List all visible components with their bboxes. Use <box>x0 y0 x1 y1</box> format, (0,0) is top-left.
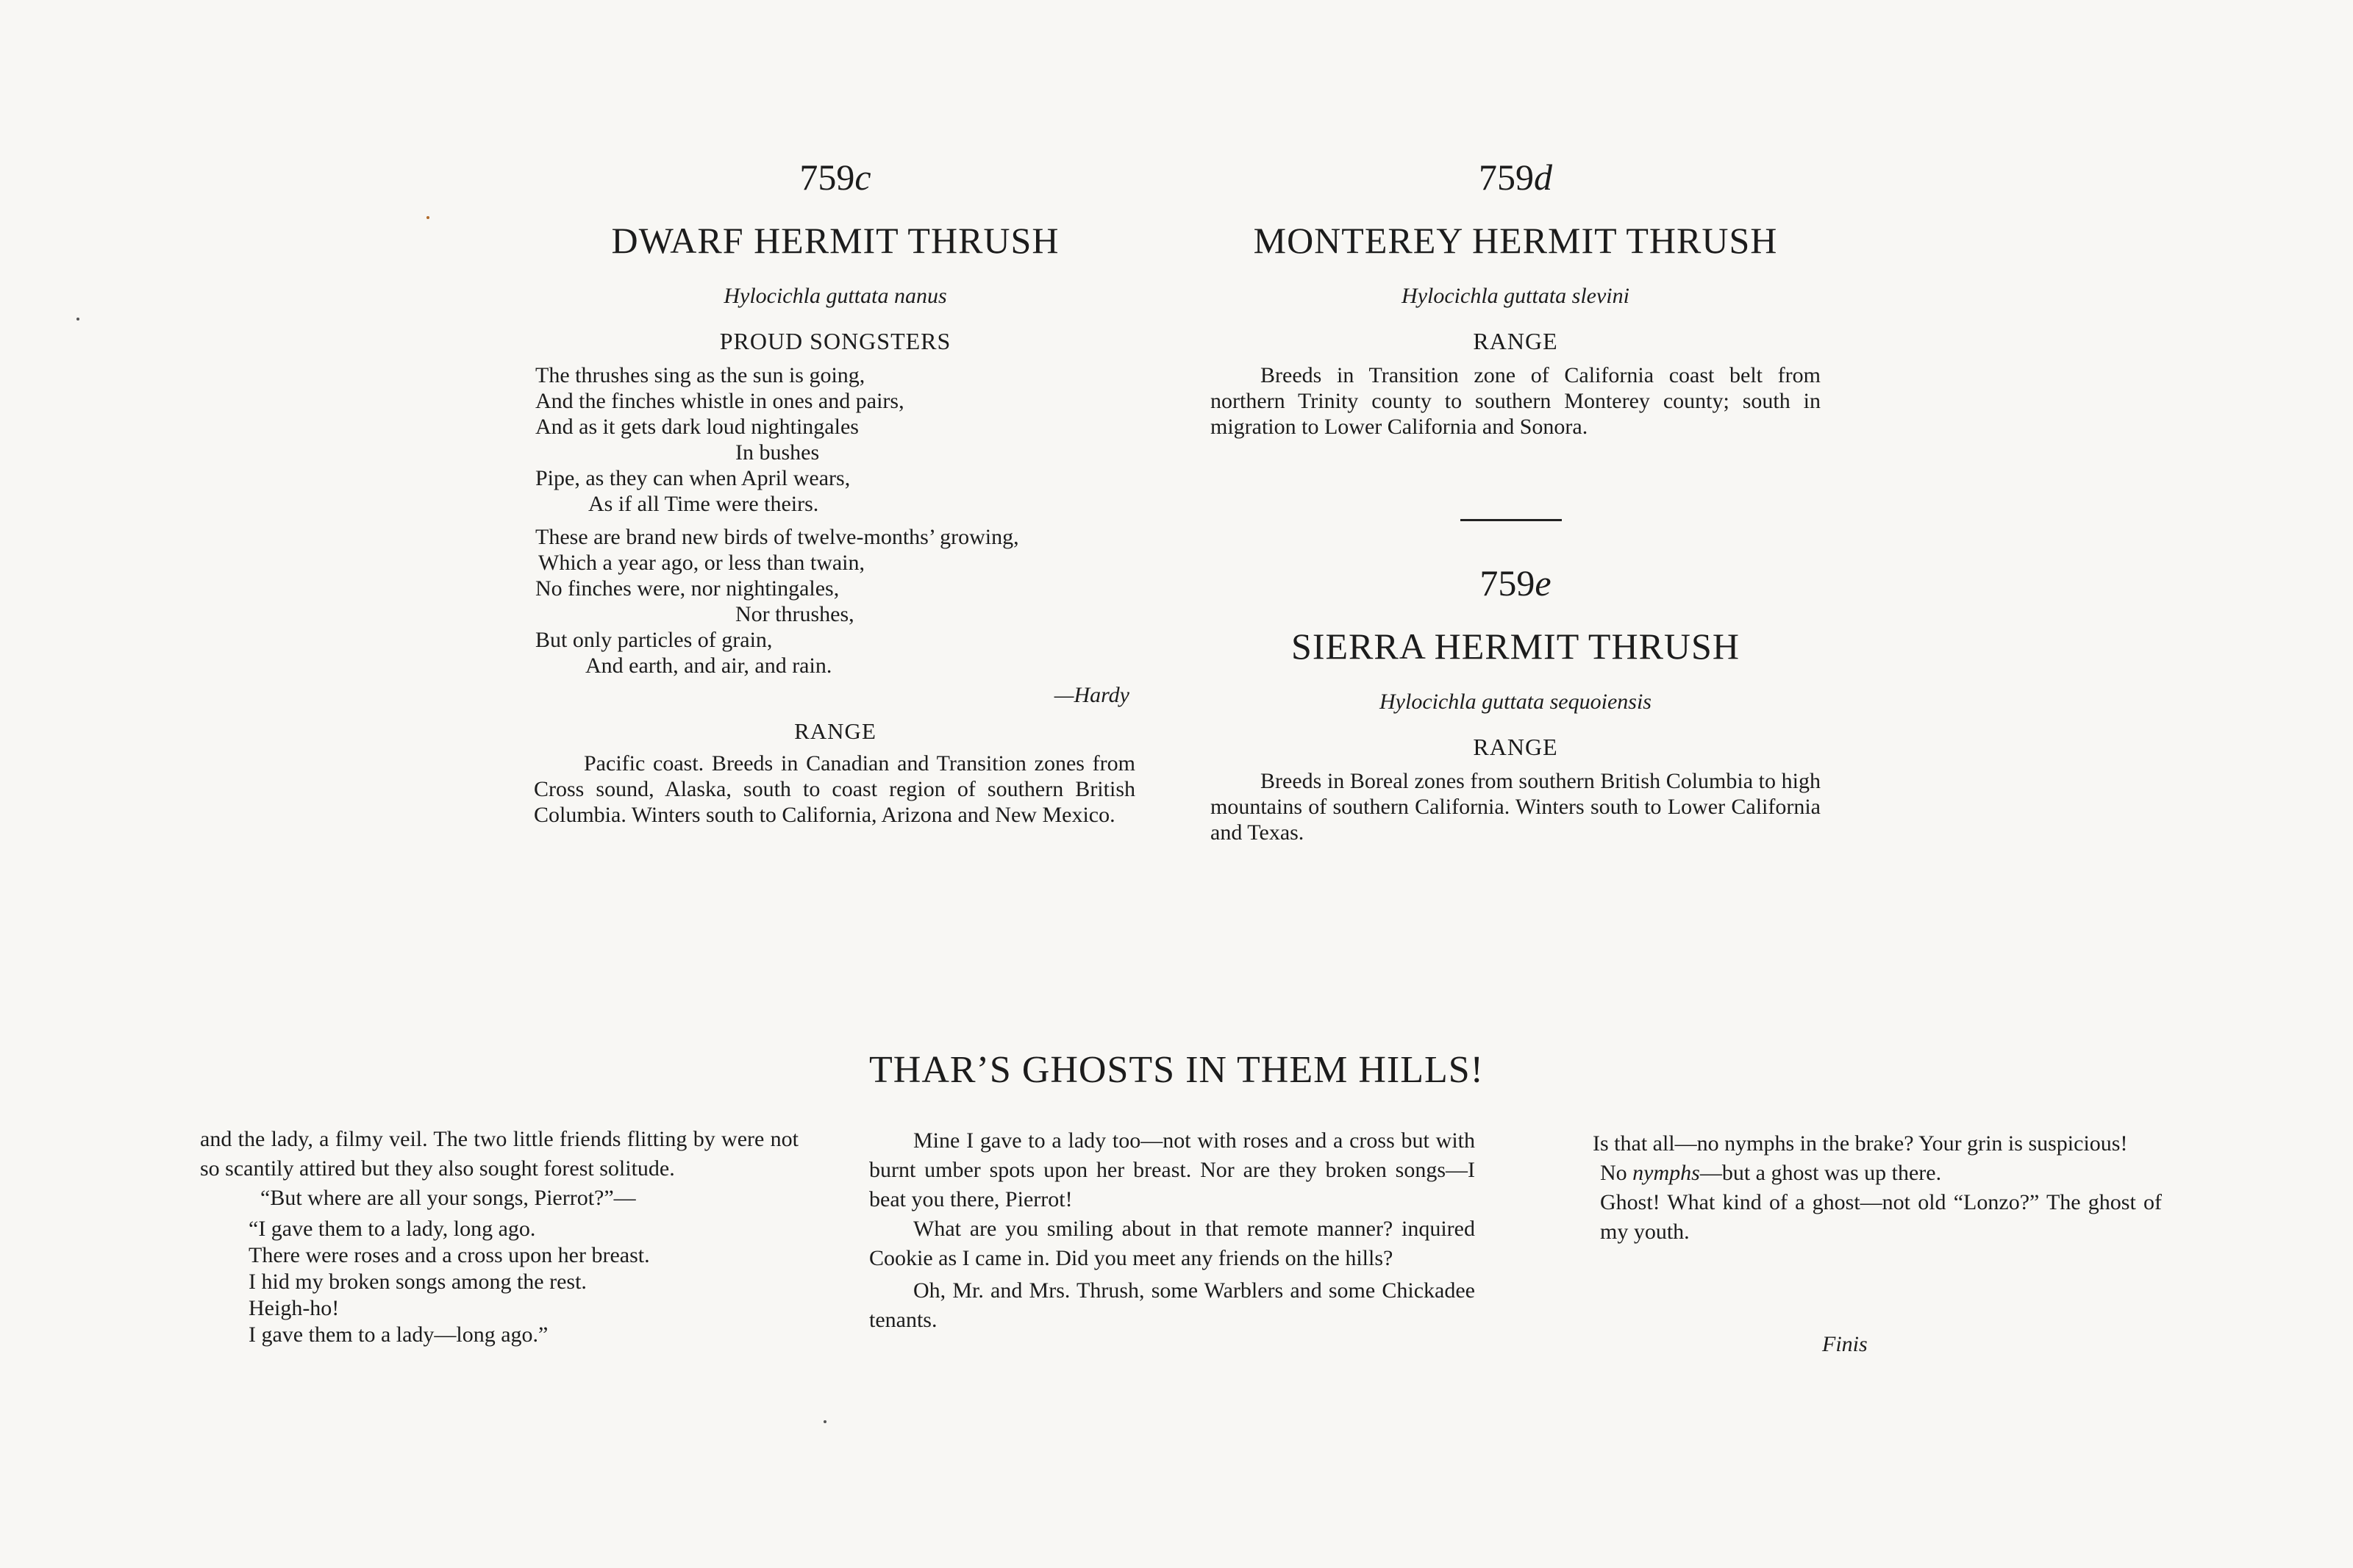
verse-line: There were roses and a cross upon her breast. <box>249 1243 650 1267</box>
species-number: 759c <box>799 157 871 198</box>
paper-speck <box>824 1420 826 1423</box>
verse-line: I gave them to a lady—long ago.” <box>249 1322 549 1347</box>
poem-line: The thrushes sing as the sun is going, <box>535 363 865 387</box>
poem-line: Nor thrushes, <box>735 602 854 626</box>
verse-line: Heigh-ho! <box>249 1296 340 1320</box>
poem-line: And as it gets dark loud nightingales <box>535 415 859 439</box>
scientific-name: Hylocichla guttata sequoiensis <box>1379 690 1652 714</box>
species-number: 759d <box>1479 157 1552 198</box>
paper-speck <box>76 318 79 321</box>
story-paragraph: What are you smiling about in that remote manner? inquired Cookie as I came in. Did you meet any friends on the hills? <box>869 1217 1475 1270</box>
verse-line: “I gave them to a lady, long ago. <box>249 1217 536 1241</box>
section-monterey-hermit-thrush <box>1210 156 1821 440</box>
poem-attribution: —Hardy <box>1054 683 1129 707</box>
poem-line: And the finches whistle in ones and pairs, <box>535 389 904 413</box>
poem-stanza <box>534 362 1137 517</box>
story-paragraph: Mine I gave to a lady too—not with roses and a cross but with burnt umber spots upon her breast. Nor are they broken songs—I beat you there, Pierrot! <box>869 1128 1475 1211</box>
range-text: Breeds in Boreal zones from southern British Columbia to high mountains of southern California. Winters south to Lower California and Texas. <box>1210 769 1821 845</box>
species-title: DWARF HERMIT THRUSH <box>611 220 1060 261</box>
verse-line: I hid my broken songs among the rest. <box>249 1270 587 1294</box>
story-paragraph: No nymphs—but a ghost was up there. <box>1600 1161 1942 1185</box>
poem-stanza <box>534 524 1137 679</box>
section-dwarf-hermit-thrush <box>534 156 1137 828</box>
story-paragraph: Oh, Mr. and Mrs. Thrush, some Warblers and some Chickadee tenants. <box>869 1278 1475 1332</box>
story-paragraph: Is that all—no nymphs in the brake? Your grin is suspicious! <box>1593 1131 2128 1156</box>
paper-speck <box>426 216 429 219</box>
story-column-3 <box>1549 1129 2162 1247</box>
scientific-name: Hylocichla guttata nanus <box>724 284 947 308</box>
poem-line: But only particles of grain, <box>535 628 773 652</box>
poem-line: And earth, and air, and rain. <box>585 654 832 678</box>
story-column-2 <box>869 1126 1475 1335</box>
poem-line: These are brand new birds of twelve-months’ growing, <box>535 525 1019 549</box>
story-title: THAR’S GHOSTS IN THEM HILLS! <box>869 1049 1484 1091</box>
story-paragraph: Ghost! What kind of a ghost—not old “Lonzo?” The ghost of my youth. <box>1600 1190 2162 1244</box>
story-column-1 <box>200 1125 799 1348</box>
section-divider <box>1460 519 1562 521</box>
species-title: SIERRA HERMIT THRUSH <box>1291 626 1740 667</box>
finis-label: Finis <box>1822 1332 1868 1356</box>
range-text: Pacific coast. Breeds in Canadian and Transition zones from Cross sound, Alaska, south to coast region of southern British Columbia. Winters south to California, Arizona and New Mexico. <box>534 751 1135 827</box>
scientific-name: Hylocichla guttata slevini <box>1402 284 1629 308</box>
range-heading: RANGE <box>1473 328 1558 354</box>
poem-line: Pipe, as they can when April wears, <box>535 466 851 490</box>
poem-line: In bushes <box>735 440 820 465</box>
species-number: 759e <box>1479 562 1552 604</box>
species-title: MONTEREY HERMIT THRUSH <box>1253 220 1778 261</box>
story-verse <box>200 1216 799 1348</box>
poem-line: As if all Time were theirs. <box>588 492 819 516</box>
range-text: Breeds in Transition zone of California coast belt from northern Trinity county to southern Monterey county; south in migration to Lower California and Sonora. <box>1210 363 1821 439</box>
story-paragraph: and the lady, a filmy veil. The two little friends flitting by were not so scantily attired but they also sought forest solitude. <box>200 1127 799 1181</box>
poem-line: No finches were, nor nightingales, <box>535 576 840 601</box>
poem-line: Which a year ago, or less than twain, <box>538 551 865 575</box>
section-sierra-hermit-thrush <box>1210 562 1821 845</box>
range-heading: RANGE <box>794 718 876 744</box>
story-quote: “But where are all your songs, Pierrot?”— <box>260 1186 636 1210</box>
poem-title: PROUD SONGSTERS <box>719 328 951 354</box>
range-heading: RANGE <box>1473 734 1558 760</box>
